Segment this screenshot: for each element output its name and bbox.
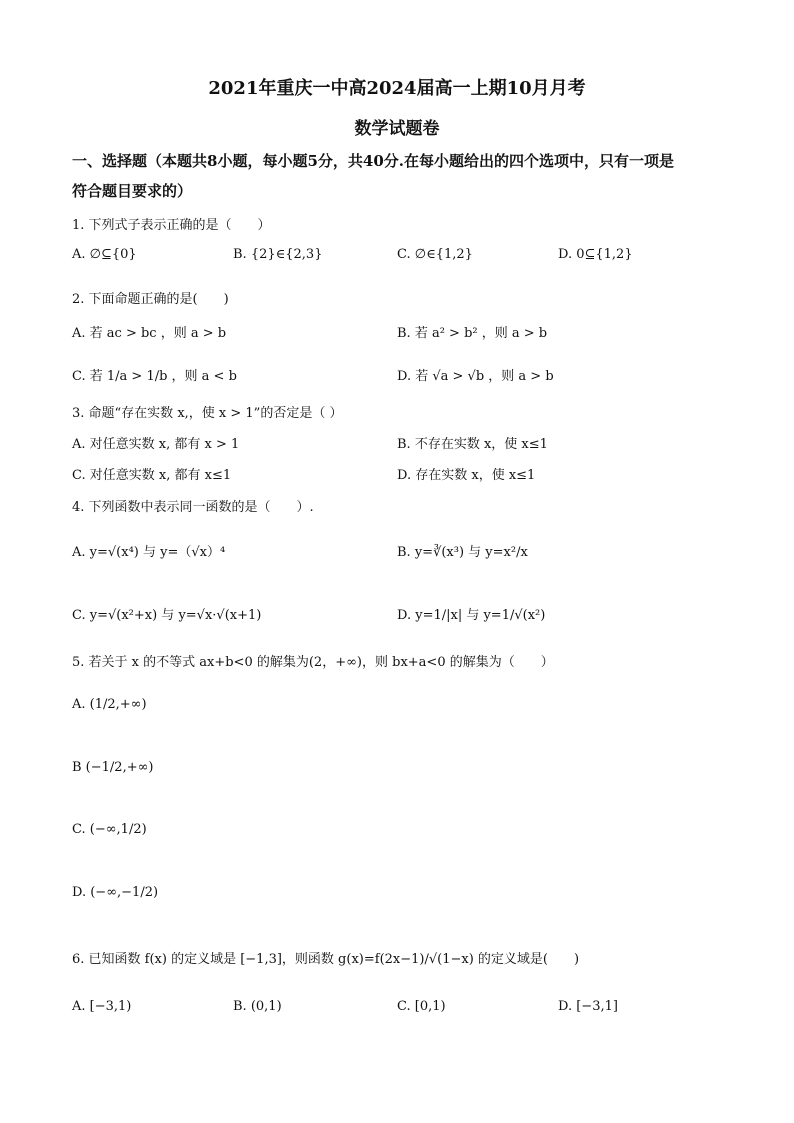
question-2-option-c: C. 若 1/a > 1/b ，则 a < b: [72, 369, 237, 384]
question-4-stem: 4. 下列函数中表示同一函数的是（ ）.: [72, 500, 314, 515]
question-6-option-c: C. [0,1): [397, 999, 446, 1014]
question-4-option-d: D. y=1/|x| 与 y=1/√(x²): [397, 608, 546, 623]
question-5-option-c: C. (−∞,1/2): [72, 822, 147, 837]
question-3-option-b: B. 不存在实数 x，使 x≤1: [397, 437, 548, 452]
question-2-stem: 2. 下面命题正确的是( ): [72, 292, 229, 307]
section-heading: 一、选择题（本题共8小题，每小题5分，共40分.在每小题给出的四个选项中，只有一项是: [72, 152, 674, 170]
question-5-stem: 5. 若关于 x 的不等式 ax+b<0 的解集为(2，+∞)，则 bx+a<0 的解集为（ ）: [72, 655, 554, 670]
question-2-option-d: D. 若 √a > √b ，则 a > b: [397, 369, 554, 384]
question-5-option-d: D. (−∞,−1/2): [72, 885, 159, 900]
question-5-option-b: B (−1/2,+∞): [72, 760, 154, 775]
question-6-option-a: A. [−3,1): [72, 999, 132, 1014]
question-3-option-c: C. 对任意实数 x, 都有 x≤1: [72, 468, 232, 483]
question-4-option-c: C. y=√(x²+x) 与 y=√x·√(x+1): [72, 608, 262, 623]
question-6-stem: 6. 已知函数 f(x) 的定义域是 [−1,3]，则函数 g(x)=f(2x−1)/√(1−x) 的定义域是( ): [72, 952, 580, 967]
question-5-option-a: A. (1/2,+∞): [72, 697, 147, 712]
question-4-option-a: A. y=√(x⁴) 与 y=（√x）⁴: [72, 545, 226, 560]
question-1-stem: 1. 下列式子表示正确的是（ ）: [72, 218, 271, 233]
question-1-option-d: D. 0⊆{1,2}: [558, 247, 633, 262]
question-1-option-b: B. {2}∈{2,3}: [233, 247, 323, 262]
question-4-option-b: B. y=∛(x³) 与 y=x²/x: [397, 545, 528, 560]
question-3-option-a: A. 对任意实数 x, 都有 x > 1: [72, 437, 240, 452]
question-2-option-a: A. 若 ac > bc ，则 a > b: [72, 326, 227, 341]
question-6-option-b: B. (0,1): [233, 999, 282, 1014]
exam-subtitle: 数学试题卷: [354, 119, 440, 139]
question-3-option-d: D. 存在实数 x，使 x≤1: [397, 468, 536, 483]
exam-title: 2021年重庆一中高2024届高一上期10月月考: [208, 78, 586, 99]
question-3-stem: 3. 命题“存在实数 x,，使 x > 1”的否定是（ ）: [72, 406, 343, 421]
question-6-option-d: D. [−3,1]: [558, 999, 618, 1014]
section-heading-cont: 符合题目要求的）: [72, 182, 193, 200]
question-2-option-b: B. 若 a² > b² ，则 a > b: [397, 326, 548, 341]
question-1-option-c: C. ∅∈{1,2}: [397, 247, 473, 262]
question-1-option-a: A. ∅⊆{0}: [72, 247, 137, 262]
